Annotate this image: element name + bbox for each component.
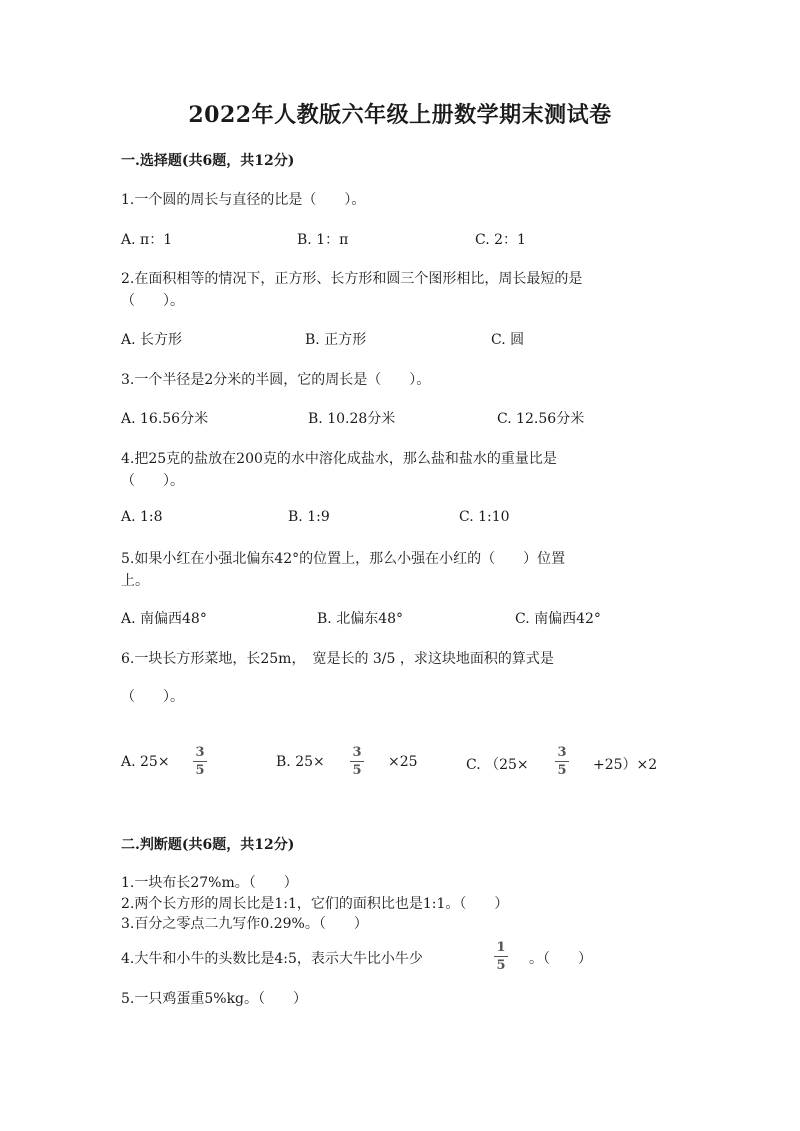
question-6-line-1: 6.一块长方形菜地，长25m， 宽是长的 3/5 ，求这块地面积的算式是 [121, 651, 554, 667]
question-6-option-b-fraction [350, 745, 364, 778]
question-3-option-a: A. 16.56分米 [121, 411, 209, 427]
question-5-option-a: A. 南偏西48° [121, 611, 207, 627]
question-6-option-b-prefix: B. 25× [276, 754, 325, 770]
section-heading-choice: 一.选择题(共6题，共12分) [121, 153, 295, 169]
judgment-3-text: 3.百分之零点二九写作0.29%。（ ） [121, 916, 368, 932]
question-6-line-2: （ ）。 [121, 689, 184, 705]
section-heading-judgment: 二.判断题(共6题，共12分) [121, 837, 295, 853]
question-4-option-b: B. 1:9 [288, 509, 330, 525]
page-title: 2022年人教版六年级上册数学期末测试卷 [188, 102, 612, 128]
question-5-line-1: 5.如果小红在小强北偏东42°的位置上，那么小强在小红的（ ）位置 [121, 551, 566, 567]
fraction-bar [494, 956, 508, 957]
question-6-option-c-prefix: C. （25× [466, 757, 529, 773]
question-2-option-c: C. 圆 [491, 332, 525, 348]
question-1-option-a: A. π：1 [121, 232, 173, 248]
fraction-bar [555, 761, 569, 762]
question-3-text: 3.一个半径是2分米的半圆，它的周长是（ ）。 [121, 372, 431, 388]
fraction-denominator: 5 [496, 958, 506, 973]
question-1-text: 1.一个圆的周长与直径的比是（ ）。 [121, 192, 366, 208]
fraction-numerator: 3 [352, 745, 362, 760]
question-4-option-c: C. 1:10 [459, 509, 510, 525]
question-4-line-2: （ ）。 [121, 473, 184, 489]
question-6-option-c-suffix: +25）×2 [593, 757, 658, 773]
fraction-numerator: 1 [496, 940, 506, 955]
question-4-option-a: A. 1:8 [121, 509, 163, 525]
question-5-option-b: B. 北偏东48° [317, 611, 404, 627]
question-1-option-c: C. 2：1 [475, 232, 526, 248]
fraction-denominator: 5 [352, 763, 362, 778]
fraction-numerator: 3 [557, 745, 567, 760]
fraction-denominator: 5 [195, 763, 205, 778]
judgment-4-suffix: 。（ ） [529, 951, 592, 967]
question-3-option-b: B. 10.28分米 [308, 411, 396, 427]
question-6-option-b-suffix: ×25 [388, 754, 418, 770]
question-4-line-1: 4.把25克的盐放在200克的水中溶化成盐水，那么盐和盐水的重量比是 [121, 451, 557, 467]
fraction-denominator: 5 [557, 763, 567, 778]
question-6-option-a-fraction [193, 745, 207, 778]
question-2-line-1: 2.在面积相等的情况下，正方形、长方形和圆三个图形相比，周长最短的是 [121, 271, 583, 287]
fraction-bar [193, 761, 207, 762]
judgment-4-prefix: 4.大牛和小牛的头数比是4:5，表示大牛比小牛少 [121, 951, 423, 967]
question-6-option-a-prefix: A. 25× [121, 754, 170, 770]
fraction-bar [350, 761, 364, 762]
judgment-2-text: 2.两个长方形的周长比是1:1，它们的面积比也是1:1。（ ） [121, 896, 509, 912]
judgment-5-text: 5.一只鸡蛋重5%kg。（ ） [121, 991, 308, 1007]
fraction-numerator: 3 [195, 745, 205, 760]
question-2-option-b: B. 正方形 [305, 332, 367, 348]
question-2-option-a: A. 长方形 [121, 332, 183, 348]
question-1-option-b: B. 1：π [297, 232, 349, 248]
question-3-option-c: C. 12.56分米 [497, 411, 585, 427]
question-5-option-c: C. 南偏西42° [515, 611, 601, 627]
question-6-option-c-fraction [555, 745, 569, 778]
judgment-4-fraction [494, 940, 508, 973]
judgment-1-text: 1.一块布长27%m。（ ） [121, 875, 298, 891]
question-5-line-2: 上。 [121, 573, 149, 589]
question-2-line-2: （ ）。 [121, 293, 184, 309]
